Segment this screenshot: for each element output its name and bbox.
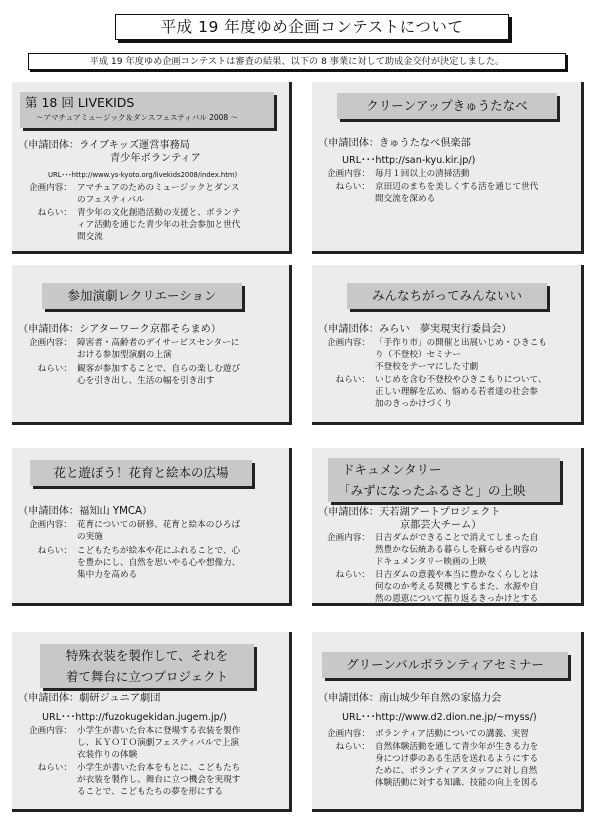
project-card-livekids bbox=[12, 82, 292, 254]
aim-value: 京田辺のまちを美しくする活を通じて世代 間交流を深める bbox=[375, 182, 539, 204]
applicant bbox=[18, 139, 201, 165]
project-title-line2: 着て舞台に立つプロジェクト bbox=[65, 669, 229, 684]
aim-label: ねらい： bbox=[37, 763, 72, 773]
plan-label: 企画内容： bbox=[327, 169, 370, 179]
plan-value: アマチュアのためのミュージックとダンス のフェスティバル bbox=[77, 183, 240, 205]
plan-value: 小学生が書いた台本に登場する衣装を製作 し、ＫＹＯＴＯ演劇フェスティバルで上演 衣装作りの体験 bbox=[77, 726, 241, 760]
applicant-url: URL･･･http://www.d2.dion.ne.jp/~myss/) bbox=[342, 712, 537, 723]
project-title: 花と遊ぼう！花育と絵本の広場 bbox=[30, 460, 252, 486]
aim-label: ねらい： bbox=[335, 375, 370, 385]
page-title: 平成 19 年度ゆめ企画コンテストについて bbox=[115, 14, 509, 40]
plan-label: 企画内容： bbox=[327, 338, 370, 348]
project-title-main: 第 18 回 LIVEKIDS bbox=[25, 95, 135, 110]
project-card-theater bbox=[12, 265, 292, 425]
applicant-name-2: 青少年ボランティア bbox=[110, 153, 201, 164]
aim-value: 小学生が書いた台本をもとに、こどもたち が衣装を製作し、舞台に立つ機会を実現す ることで、こどもたちの夢を形にする bbox=[77, 763, 241, 797]
applicant bbox=[318, 506, 501, 532]
plan-label: 企画内容： bbox=[29, 183, 72, 193]
intro-text: 平成 19 年度ゆめ企画コンテストは審査の結果、以下の 8 事業に対して助成金交付が決定しました。 bbox=[28, 53, 566, 70]
applicant-name: （申請団体：ライブキッズ運営事務局 bbox=[18, 140, 190, 151]
project-title-line1: 特殊衣装を製作して、それを bbox=[65, 648, 229, 663]
plan-value: 花育についての研修、花育と絵本のひろば の実施 bbox=[77, 520, 241, 542]
project-subtitle: ～アマチュアミュージック＆ダンスフェスティバル 2008 ～ bbox=[36, 113, 239, 122]
applicant-url: URL･･･http://san-kyu.kir.jp/) bbox=[342, 155, 476, 166]
project-card-hanaiku bbox=[12, 448, 292, 606]
applicant-name-2: 京都芸大チーム） bbox=[400, 520, 482, 531]
aim-value: いじめを含む不登校やひきこもりについて、 正しい理解を広め、悩める若者達の社会参 加のきっかけづくり bbox=[375, 375, 547, 409]
aim-label: ねらい： bbox=[37, 208, 72, 218]
plan-value: ボランティア活動についての講義、実習 bbox=[375, 729, 529, 739]
aim-value: 観客が参加することで、自らの楽しむ遊び 心を引き出し、生活の幅を引き出す bbox=[77, 364, 241, 386]
applicant-name: （申請団体：天若湖アートプロジェクト bbox=[318, 507, 501, 518]
aim-value: 青少年の文化創造活動の支援と、ボランテ ィア活動を通じた青少年の社会参加と世代 間交流 bbox=[77, 208, 241, 242]
plan-value: 日吉ダムができることで消えてしまった自 然豊かな伝統ある暮らしを蘇らせる内容の ドキュメンタリー映画の上映 bbox=[375, 533, 539, 567]
aim-value: 日吉ダムの意義や本当に豊かなくらしとは 何なのか考える契機とするまた、水源や自 然の恩恵について振り返るきっかけとする bbox=[375, 570, 539, 604]
project-title: みんなちがってみんないい bbox=[347, 283, 547, 309]
aim-label: ねらい： bbox=[335, 182, 370, 192]
aim-value: 自然体験活動を通して青少年が生きる力を 身につけ夢のある生活を送れるようにする ために、ボランティアスタッフに対し自然 体験活動に対する知識、技能の向上を図る bbox=[375, 742, 539, 788]
applicant-name: （申請団体：きゅうたなべ倶楽部 bbox=[318, 138, 471, 149]
aim-label: ねらい： bbox=[335, 570, 370, 580]
project-title: グリーンパルボランティアセミナー bbox=[322, 652, 568, 678]
plan-label: 企画内容： bbox=[327, 533, 370, 543]
project-card-greenpal bbox=[312, 632, 584, 812]
plan-label: 企画内容： bbox=[29, 726, 72, 736]
plan-label: 企画内容： bbox=[29, 520, 72, 530]
applicant-url: URL･･･http://www.ys-kyoto.org/livekids2008/index.htm) bbox=[48, 171, 238, 179]
applicant-url: URL･･･http://fuzokugekidan.jugem.jp/) bbox=[42, 712, 227, 723]
project-title bbox=[20, 92, 274, 128]
applicant-name: （申請団体：みらい 夢実現実行委員会） bbox=[318, 324, 512, 335]
applicant-name: （申請団体：福知山 YMCA） bbox=[18, 506, 153, 517]
aim-label: ねらい： bbox=[37, 364, 72, 374]
plan-value: 毎月１回以上の清掃活動 bbox=[375, 169, 470, 179]
project-card-cleanup bbox=[312, 82, 584, 254]
project-title: クリーンアップきゅうたなべ bbox=[337, 93, 557, 119]
project-title bbox=[328, 458, 560, 502]
plan-label: 企画内容： bbox=[327, 729, 370, 739]
plan-value: 障害者・高齢者のデイサービスセンターに おける参加型演劇の上演 bbox=[77, 338, 240, 360]
aim-label: ねらい： bbox=[37, 546, 72, 556]
applicant-name: （申請団体：劇研ジュニア劇団 bbox=[18, 693, 161, 704]
project-card-costume bbox=[12, 632, 292, 812]
applicant-name: （申請団体：南山城少年自然の家協力会 bbox=[318, 693, 502, 704]
project-title: 参加演劇レクリエーション bbox=[42, 283, 242, 309]
project-title bbox=[40, 644, 254, 688]
project-title-line2: 「みずになったふるさと」の上映 bbox=[338, 483, 526, 498]
aim-value: こどもたちが絵本や花にふれることで、心 を豊かにし、自然を思いやる心や想像力、 集中力を高める bbox=[77, 546, 241, 580]
aim-label: ねらい： bbox=[335, 742, 370, 752]
project-card-minna bbox=[312, 265, 584, 425]
plan-label: 企画内容： bbox=[29, 338, 72, 348]
project-title-line1: ドキュメンタリー bbox=[342, 462, 442, 477]
applicant-name: （申請団体：シアターワーク京都そらまめ） bbox=[18, 324, 222, 335]
plan-value: 「手作り市」の開催と出展いじめ・ひきこも り（不登校）セミナー 不登校をテーマにした寸劇 bbox=[375, 338, 547, 372]
project-card-documentary bbox=[312, 448, 584, 606]
